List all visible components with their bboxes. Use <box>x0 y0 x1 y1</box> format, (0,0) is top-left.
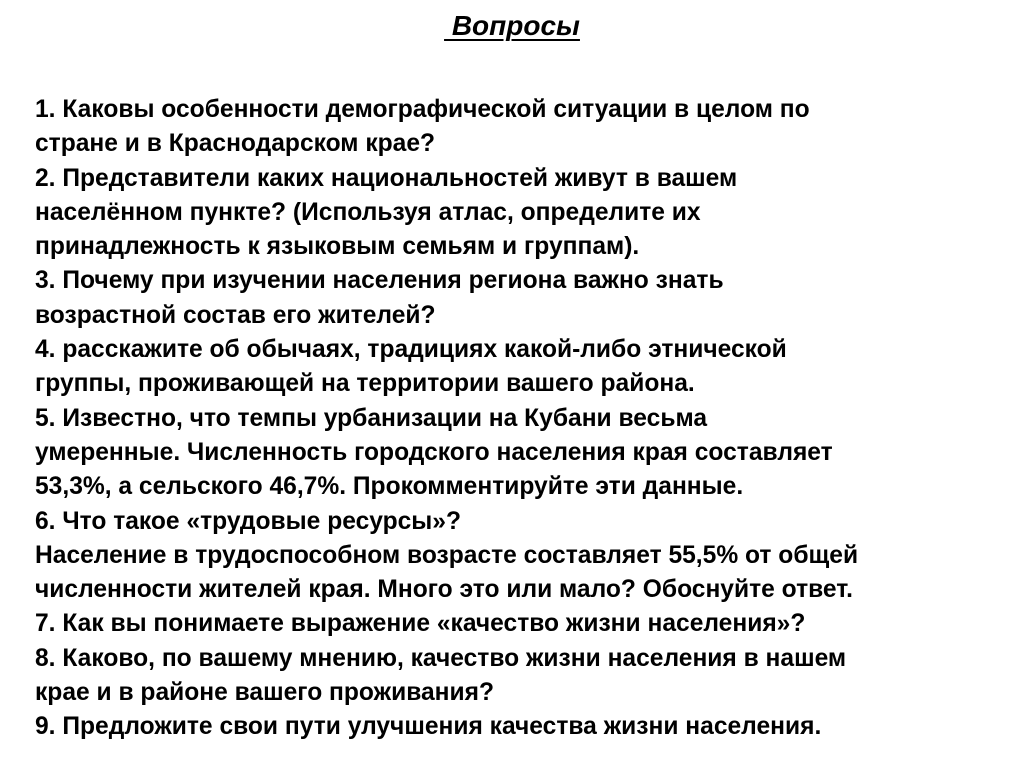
text-line: 8. Каково, по вашему мнению, качество жизни населения в нашем <box>35 644 847 672</box>
text-line: крае и в районе вашего проживания? <box>35 679 495 707</box>
text-line: Население в трудоспособном возрасте составляет 55,5% от общей <box>35 541 859 569</box>
slide-title: Вопросы <box>444 10 580 41</box>
text-line: населённом пункте? (Используя атлас, определите их <box>35 198 701 226</box>
text-line: стране и в Краснодарском крае? <box>35 130 436 158</box>
text-line: умеренные. Численность городского населения края составляет <box>35 438 833 466</box>
text-line: 7. Как вы понимаете выражение «качество жизни населения»? <box>35 610 806 638</box>
text-line: 4. расскажите об обычаях, традициях какой-либо этнической <box>35 336 787 364</box>
text-line: принадлежность к языковым семьям и группам). <box>35 233 640 261</box>
text-line: 6. Что такое «трудовые ресурсы»? <box>35 507 462 535</box>
text-line: группы, проживающей на территории вашего района. <box>35 370 695 398</box>
questions-text <box>35 93 1010 745</box>
text-line: 53,3%, а сельского 46,7%. Прокомментируйте эти данные. <box>35 473 744 501</box>
text-line: 1. Каковы особенности демографической ситуации в целом по <box>35 96 810 123</box>
text-line: численности жителей края. Много это или мало? Обоснуйте ответ. <box>35 576 853 604</box>
text-line: 9. Предложите свои пути улучшения качества жизни населения. <box>35 713 822 741</box>
text-line: возрастной состав его жителей? <box>35 301 436 329</box>
text-line: 2. Представители каких национальностей живут в вашем <box>35 164 738 192</box>
text-line: 5. Известно, что темпы урбанизации на Кубани весьма <box>35 404 708 432</box>
text-line: 3. Почему при изучении населения региона важно знать <box>35 267 724 295</box>
